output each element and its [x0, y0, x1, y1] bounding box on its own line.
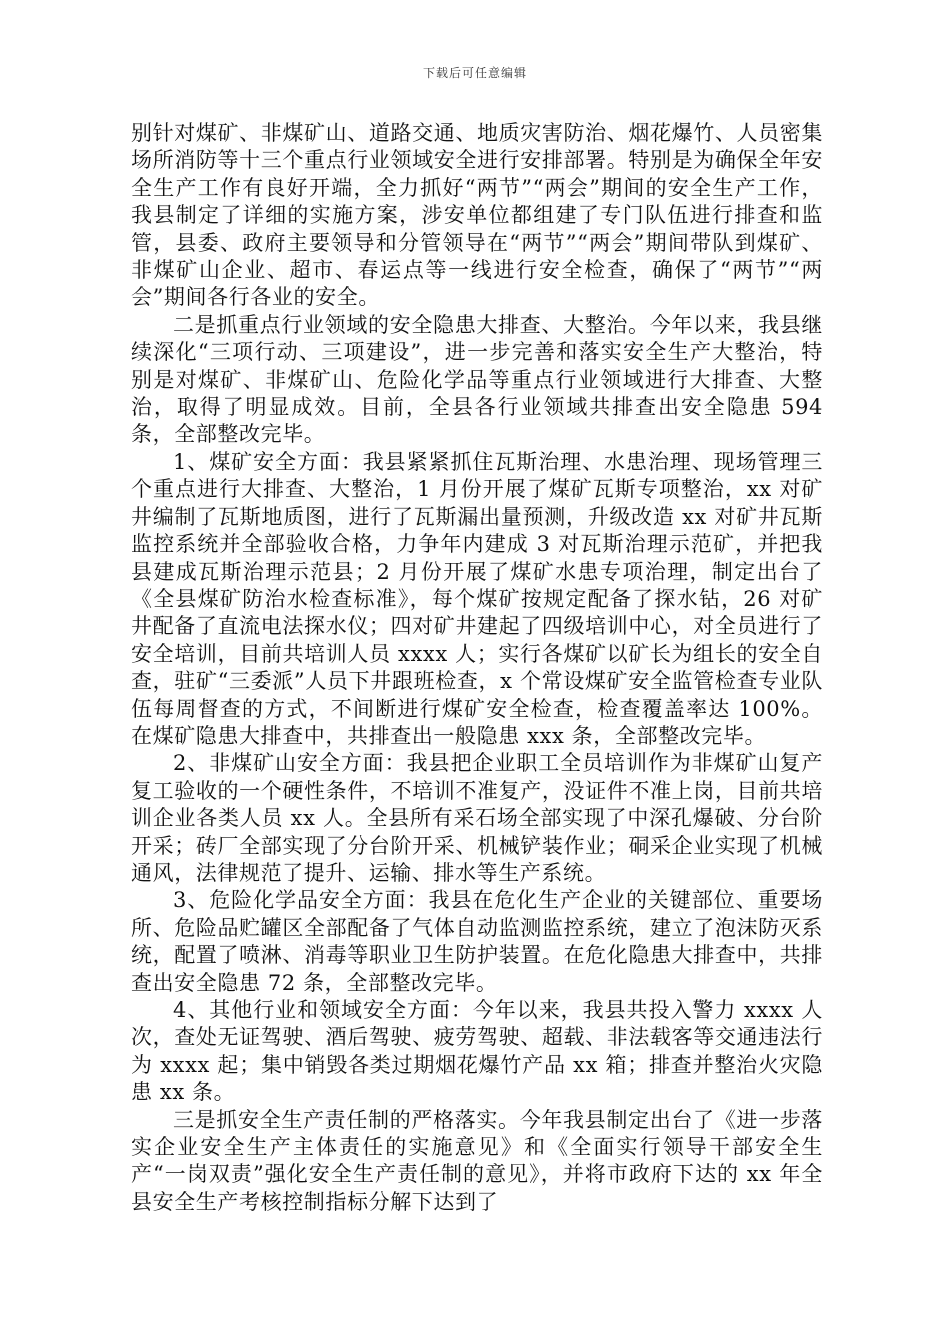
header-note: 下载后可任意编辑 — [422, 66, 527, 80]
paragraph-3: 1、煤矿安全方面：我县紧紧抓住瓦斯治理、水患治理、现场管理三个重点进行大排查、大整治，1 月份开展了煤矿瓦斯专项整治，xx 对矿井编制了瓦斯地质图，进行了瓦斯漏出量预测，升级改造 xx 对矿井瓦斯监控系统并全部验收合格，力争年内建成 3 对瓦斯治理示范矿，并把我县建成瓦斯治理示范县；2 月份开展了煤矿水患专项治理，制定出台了《全县煤矿防治水检查标准》，每个煤矿按规定配备了探水钻，26 对矿井配备了直流电法探水仪；四对矿井建起了四级培训中心，对全员进行了安全培训，目前共培训人员 xxxx 人；实行各煤矿以矿长为组长的安全自查，驻矿“三委派”人员下井跟班检查，x 个常设煤矿安全监管检查专业队伍每周督查的方式，不间断进行煤矿安全检查，检查覆盖率达 100%。在煤矿隐患大排查中，共排查出一般隐患 xxx 条，全部整改完毕。 — [131, 449, 823, 748]
paragraph-1: 别针对煤矿、非煤矿山、道路交通、地质灾害防治、烟花爆竹、人员密集场所消防等十三个重点行业领域安全进行安排部署。特别是为确保全年安全生产工作有良好开端，全力抓好“两节”“两会”期间的安全生产工作，我县制定了详细的实施方案，涉安单位都组建了专门队伍进行排查和监管，县委、政府主要领导和分管领导在“两节”“两会”期间带队到煤矿、非煤矿山企业、超市、春运点等一线进行安全检查，确保了“两节”“两会”期间各行各业的安全。 — [131, 121, 823, 310]
paragraph-4: 2、非煤矿山安全方面：我县把企业职工全员培训作为非煤矿山复产复工验收的一个硬性条件，不培训不准复产，没证件不准上岗，目前共培训企业各类人员 xx 人。全县所有采石场全部实现了中深孔爆破、分台阶开采；砖厂全部实现了分台阶开采、机械铲装作业；硐采企业实现了机械通风，法律规范了提升、运输、排水等生产系统。 — [131, 751, 823, 885]
paragraph-6: 4、其他行业和领域安全方面：今年以来，我县共投入警力 xxxx 人次，查处无证驾驶、酒后驾驶、疲劳驾驶、超载、非法载客等交通违法行为 xxxx 起；集中销毁各类过期烟花爆竹产品 xx 箱；排查并整治火灾隐患 xx 条。 — [131, 998, 823, 1105]
paragraph-2: 二是抓重点行业领域的安全隐患大排查、大整治。今年以来，我县继续深化“三项行动、三项建设”，进一步完善和落实安全生产大整治，特别是对煤矿、非煤矿山、危险化学品等重点行业领域进行大排查、大整治，取得了明显成效。目前，全县各行业领域共排查出安全隐患 594 条，全部整改完毕。 — [131, 312, 823, 447]
paragraph-5: 3、危险化学品安全方面：我县在危化生产企业的关键部位、重要场所、危险品贮罐区全部配备了气体自动监测监控系统，建立了泡沫防灭系统，配置了喷淋、消毒等职业卫生防护装置。在危化隐患大排查中，共排查出安全隐患 72 条，全部整改完毕。 — [131, 888, 823, 995]
paragraph-7: 三是抓安全生产责任制的严格落实。今年我县制定出台了《进一步落实企业安全生产主体责任的实施意见》和《全面实行领导干部安全生产“一岗双责”强化安全生产责任制的意见》，并将市政府下达的 xx 年全县安全生产考核控制指标分解下达到了 — [131, 1107, 823, 1214]
document-body — [131, 120, 823, 1216]
